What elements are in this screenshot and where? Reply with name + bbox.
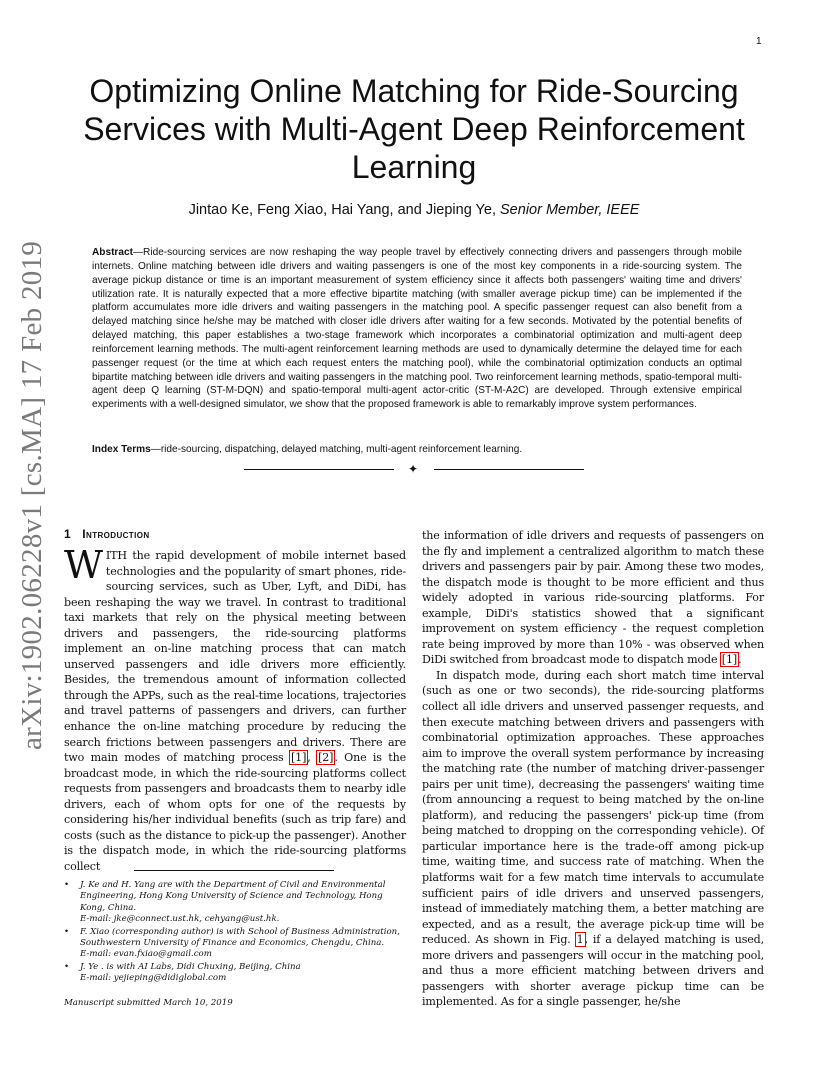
- citation-link[interactable]: [1]: [290, 751, 307, 765]
- intro-right-text-a: the information of idle drivers and requests of passengers on the fly and implement a centralized algorithm to match these drivers and passengers pair by pair. Among these two modes, the dispatch mode is thought to be more efficient and thus widely adopted in various ride-sourcing platforms. For example, DiDi's statistics showed that a significant improvement on system efficiency - the request completion rate being improved by more than 10% - was observed when DiDi switched from broadcast mode to dispatch mode: [422, 529, 764, 667]
- abstract: [92, 246, 742, 412]
- intro-text-b: . One is the broadcast mode, in which the ride-sourcing platforms collect requests from passengers and broadcasts them to nearby idle drivers, each of whom opts for one of the requests by considering his/her individual benefits (such as trip fare) and costs (such as the distance to pick-up the passenger). Another is the dispatch mode, in which the ride-sourcing platforms collect: [64, 751, 406, 873]
- footnote-text: F. Xiao (corresponding author) is with School of Business Administration, Southwestern University of Finance and Economics, Chengdu, China.: [80, 926, 400, 949]
- bullet-icon: •: [64, 926, 70, 937]
- footnote-email: E-mail: evan.fxiao@gmail.com: [80, 949, 212, 960]
- author-line: [64, 202, 764, 218]
- drop-cap: W: [64, 543, 103, 587]
- footnote-item: [64, 880, 406, 926]
- figure-link[interactable]: 1: [576, 933, 584, 947]
- arxiv-watermark: arXiv:1902.06228v1 [cs.MA] 17 Feb 2019: [16, 240, 48, 750]
- footnote-item: [64, 962, 406, 985]
- citation-link[interactable]: [2]: [318, 751, 334, 765]
- index-terms: [92, 443, 742, 457]
- footnote-email: E-mail: jke@connect.ust.hk, cehyang@ust.hk.: [80, 914, 280, 925]
- manuscript-note: Manuscript submitted March 10, 2019: [64, 998, 233, 1008]
- intro-right-para2-b: , if a delayed matching is used, more drivers and passengers will occur in the matching pool, and thus a more efficient matching between drivers and passengers with shorter average pickup time can be implemented. As for a single passenger, he/she: [422, 933, 764, 1009]
- citation-separator: ,: [307, 751, 318, 765]
- footnote-email: E-mail: yejieping@didiglobal.com: [80, 973, 227, 984]
- page-number: 1: [756, 36, 762, 47]
- section-title: Introduction: [82, 527, 150, 541]
- abstract-label: Abstract: [92, 247, 133, 258]
- intro-right-column: [422, 528, 764, 1010]
- affiliation-footnotes: [64, 880, 406, 986]
- author-names: Jintao Ke, Feng Xiao, Hai Yang, and Jieping Ye,: [188, 202, 496, 218]
- intro-right-text-b: .: [738, 653, 742, 667]
- section-number: 1: [64, 527, 72, 541]
- footnote-text: J. Ye . is with AI Labs, Didi Chuxing, Beijing, China: [80, 961, 301, 972]
- separator-line-right: [434, 469, 584, 470]
- footnote-item: [64, 927, 406, 961]
- separator-diamond-icon: ✦: [408, 462, 419, 476]
- citation-link[interactable]: [1]: [721, 653, 738, 667]
- section-heading: [64, 527, 150, 541]
- index-terms-label: Index Terms: [92, 444, 151, 455]
- bullet-icon: •: [64, 961, 70, 972]
- abstract-text: —Ride-sourcing services are now reshaping the way people travel by effectively connecting drivers and passengers through mobile internets. Online matching between idle drivers and waiting passengers is one of the most key components in a ride-sourcing system. The average pickup distance or time is an important measurement of system efficiency since it affects both passengers' waiting time and drivers' utilization rate. It is naturally expected that a more effective bipartite matching (with smaller average pickup time) can be implemented if the platform accumulates more idle drivers and waiting passengers in the matching pool. A specific passenger request can also benefit from a delayed matching since he/she may be matched with closer idle drivers after waiting for a few seconds. Motivated by the potential benefits of delayed matching, this paper establishes a two-stage framework which incorporates a combinatorial optimization and multi-agent deep reinforcement learning methods. The multi-agent reinforcement learning methods are used to dynamically determine the delayed time for each passenger request (or the time at which each request enters the matching pool), while the combinatorial optimization conducts an optimal bipartite matching between idle drivers and waiting passengers in the matching pool. Two reinforcement learning methods, spatio-temporal multi-agent deep Q learning (ST-M-DQN) and spatio-temporal multi-agent actor-critic (ST-M-A2C) are developed. Through extensive empirical experiments with a well-designed simulator, we show that the proposed framework is able to remarkably improve system performances.: [92, 247, 742, 411]
- footnote-rule: [134, 870, 334, 871]
- section-separator: [244, 461, 584, 477]
- paper-title: Optimizing Online Matching for Ride-Sourcing Services with Multi-Agent Deep Reinforcement Learning: [83, 73, 745, 185]
- intro-text-a: the rapid development of mobile internet based technologies and the popularity of smart phones, ride-sourcing services, such as Uber, Lyft, and DiDi, has been reshaping the way we travel. In contrast to traditional taxi markets that rely on the physical meeting between drivers and passengers, the ride-sourcing platforms implement an on-line matching process that can match unserved passengers and idle drivers more efficiently. Besides, the tremendous amount of information collected through the APPs, such as the real-time locations, trajectories and travel patterns of passengers and drivers, can further enhance the on-line matching procedure by reducing the search frictions between passengers and drivers. There are two main modes of matching process: [64, 549, 406, 765]
- author-membership: Senior Member, IEEE: [500, 202, 640, 218]
- index-terms-text: —ride-sourcing, dispatching, delayed matching, multi-agent reinforcement learning.: [150, 444, 523, 455]
- separator-line-left: [244, 469, 394, 470]
- lead-in: ITH: [105, 549, 127, 562]
- footnote-text: J. Ke and H. Yang are with the Department of Civil and Environmental Engineering, Hong Kong University of Science and Technology, Hong Kong, China.: [80, 880, 386, 913]
- intro-left-column: [64, 543, 406, 874]
- intro-right-para2-a: In dispatch mode, during each short match time interval (such as one or two seconds), the ride-sourcing platforms collect all idle drivers and unserved passenger requests, and then execute matching between drivers and passengers with combinatorial optimization approaches. These approaches aim to improve the overall system performance by increasing the matching rate (the number of matching driver-passenger pairs per unit time), decreasing the passengers' waiting time (from announcing a request to being matched by the on-line platform), and reducing the passengers' pick-up time (from being matched to dropping on the corresponding vehicle). Of particular importance here is the trade-off among pick-up time, waiting time, and success rate of matching. When the platforms wait for a few match time intervals to accumulate sufficient pairs of idle drivers and unserved passengers, instead of immediately matching them, a better matching are expected, and as a result, the average pick-up time will be reduced. As shown in Fig.: [422, 668, 764, 947]
- bullet-icon: •: [64, 880, 70, 890]
